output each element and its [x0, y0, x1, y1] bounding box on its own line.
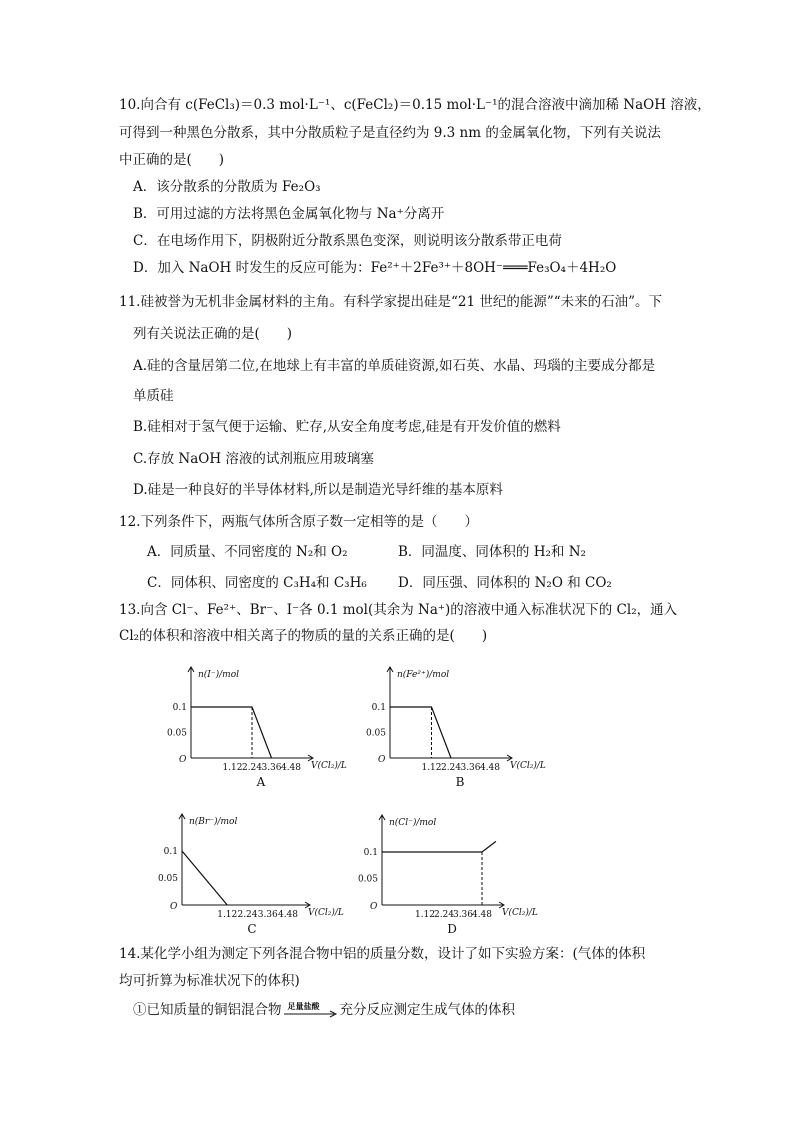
- y-axis-label: n(Fe²⁺)/mol: [397, 670, 450, 680]
- graph-b-svg: [355, 658, 575, 798]
- q12-option-a: A．同质量、不同密度的 N₂和 O₂: [147, 544, 348, 560]
- x-tick-label: 1.12: [222, 763, 243, 773]
- q14-stem-line1: 14.某化学小组为测定下列各混合物中铝的质量分数，设计了如下实验方案：(气体的体积: [119, 946, 646, 962]
- graph-d-svg: [355, 805, 575, 945]
- origin-label: O: [179, 755, 187, 765]
- graph-caption: A: [256, 775, 266, 789]
- q11-option-a-line1: A.硅的含量居第二位,在地球上有丰富的单质硅资源,如石英、水晶、玛瑙的主要成分都是: [133, 358, 656, 374]
- x-axis-label: V(Cl₂)/L: [502, 908, 538, 918]
- origin-label: O: [378, 755, 386, 765]
- graph-a-svg: [160, 658, 380, 798]
- graph-c: [155, 805, 375, 945]
- graph-d: [355, 805, 575, 945]
- x-tick-label: 4.48: [471, 910, 493, 920]
- q14-item1-end: 充分反应测定生成气体的体积: [339, 1002, 515, 1018]
- x-tick-label: 4.48: [280, 763, 302, 773]
- graph-caption: C: [247, 922, 257, 936]
- q11-option-b: B.硅相对于氢气便于运输、贮存,从安全角度考虑,硅是有开发价值的燃料: [133, 419, 561, 435]
- q13-stem-line1: 13.向含 Cl⁻、Fe²⁺、Br⁻、I⁻各 0.1 mol(其余为 Na⁺)的溶液中通入标准状况下的 Cl₂，通入: [119, 602, 678, 618]
- series-line: [382, 841, 496, 852]
- x-axis-label: V(Cl₂)/L: [510, 761, 546, 771]
- q12-option-c: C．同体积、同密度的 C₃H₄和 C₃H₆: [147, 575, 367, 591]
- x-tick-label: 3.36: [261, 763, 282, 773]
- y-tick-label: 0.05: [365, 728, 386, 739]
- q12-option-d: D．同压强、同体积的 N₂O 和 CO₂: [398, 575, 612, 591]
- y-tick-label: 0.05: [166, 728, 187, 739]
- q12-stem: 12.下列条件下，两瓶气体所含原子数一定相等的是（ ）: [119, 514, 478, 530]
- arrow-icon: [284, 1003, 338, 1019]
- q10-stem-line3: 中正确的是( ): [119, 152, 225, 168]
- x-tick-label: 3.36: [452, 910, 474, 920]
- x-tick-label: 4.48: [479, 763, 501, 773]
- q10-stem-line2: 可得到一种黑色分散系，其中分散质粒子是直径约为 9.3 nm 的金属氧化物，下列有关说法: [119, 125, 661, 141]
- q14-item1-start: ①已知质量的铜铝混合物: [133, 1002, 282, 1018]
- x-tick-label: 2.24: [440, 763, 462, 773]
- x-tick-label: 3.36: [460, 763, 481, 773]
- q10-option-c: C．在电场作用下，阴极附近分散系黑色变深，则说明该分散系带正电荷: [133, 233, 562, 249]
- series-line: [191, 707, 272, 758]
- graph-c-svg: [155, 805, 375, 945]
- q11-stem-line1: 11.硅被誉为无机非金属材料的主角。有科学家提出硅是“21 世纪的能源”“未来的石油”。下: [119, 294, 663, 310]
- x-tick-label: 1.12: [421, 763, 442, 773]
- q11-option-a-line2: 单质硅: [133, 388, 174, 404]
- q14-item1: [133, 1001, 515, 1019]
- y-axis-label: n(Br⁻)/mol: [189, 817, 238, 827]
- x-axis-label: V(Cl₂)/L: [311, 761, 347, 771]
- q13-stem-line2: Cl₂的体积和溶液中相关离子的物质的量的关系正确的是( ): [119, 628, 488, 644]
- series-line: [390, 707, 451, 758]
- q10-option-b: B．可用过滤的方法将黑色金属氧化物与 Na⁺分离开: [133, 206, 445, 222]
- y-tick-label: 0.05: [157, 874, 178, 884]
- reaction-arrow: [284, 1000, 338, 1019]
- x-tick-label: 4.48: [277, 910, 299, 920]
- x-tick-label: 3.36: [257, 910, 278, 920]
- y-axis-label: n(I⁻)/mol: [198, 670, 239, 680]
- x-tick-label: 1.12: [217, 910, 238, 920]
- y-tick-label: 0.05: [357, 874, 378, 885]
- q11-option-c: C.存放 NaOH 溶液的试剂瓶应用玻璃塞: [133, 451, 374, 467]
- origin-label: O: [370, 902, 378, 912]
- q10-option-d: D．加入 NaOH 时发生的反应可能为：Fe²⁺＋2Fe³⁺＋8OH⁻═══Fe₃O₄＋4H₂O: [133, 260, 617, 276]
- x-tick-label: 2.24: [237, 910, 258, 920]
- q12-option-b: B．同温度、同体积的 H₂和 N₂: [398, 544, 586, 560]
- q10-option-a: A．该分散系的分散质为 Fe₂O₃: [133, 179, 321, 195]
- x-axis-label: V(Cl₂)/L: [308, 908, 344, 918]
- y-tick-label: 0.1: [163, 847, 178, 857]
- y-axis-label: n(Cl⁻)/mol: [389, 818, 437, 828]
- y-tick-label: 0.1: [172, 703, 187, 713]
- q10-stem-line1: 10.向合有 c(FeCl₃)＝0.3 mol·L⁻¹、c(FeCl₂)＝0.15 mol·L⁻¹的混合溶液中滴加稀 NaOH 溶液，: [119, 97, 711, 113]
- q11-option-d: D.硅是一种良好的半导体材料,所以是制造光导纤维的基本原料: [133, 482, 503, 498]
- reaction-arrow-label: 足量盐酸: [287, 1000, 320, 1011]
- graph-a: [160, 658, 380, 798]
- graph-b: [355, 658, 575, 798]
- y-tick-label: 0.1: [363, 848, 378, 858]
- series-line: [182, 851, 227, 905]
- q11-stem-line2: 列有关说法正确的是( ): [133, 326, 293, 342]
- q14-stem-line2: 均可折算为标准状况下的体积): [119, 973, 300, 989]
- x-tick-label: 1.12: [414, 910, 436, 920]
- origin-label: O: [170, 902, 178, 912]
- y-tick-label: 0.1: [371, 703, 386, 713]
- x-tick-label: 2.24: [241, 763, 263, 773]
- graph-caption: D: [447, 922, 457, 936]
- graph-caption: B: [455, 775, 465, 789]
- x-tick-label: 2.24: [433, 910, 455, 920]
